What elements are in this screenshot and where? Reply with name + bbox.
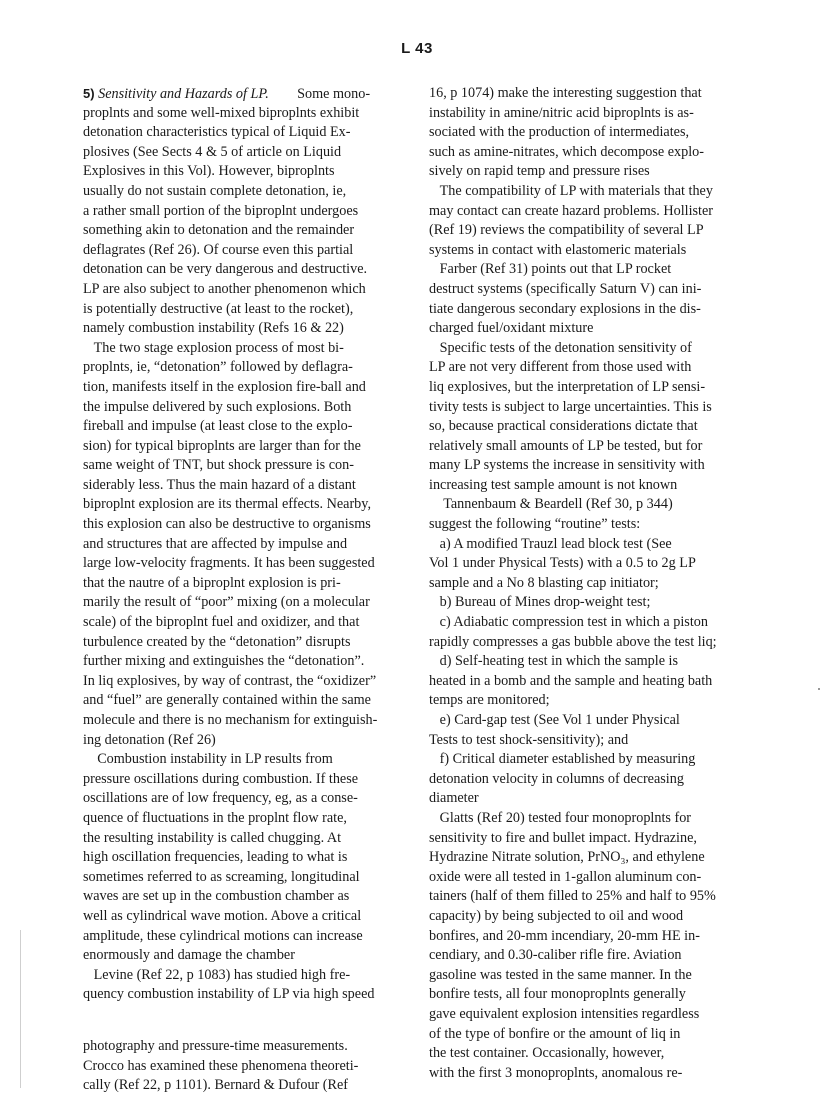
text-line: well as cylindrical wave motion. Above a critical <box>83 907 362 924</box>
text-line: bonfire tests, all four monoproplnts generally <box>429 986 686 1003</box>
text-line: and structures that are affected by impulse and <box>83 535 348 552</box>
text-line: high oscillation frequencies, leading to what is <box>83 849 348 866</box>
text-line: cally (Ref 22, p 1101). Bernard & Dufour (Ref <box>83 1077 349 1094</box>
text-line: molecule and there is no mechanism for extinguish- <box>83 712 378 728</box>
text-line: fireball and impulse (at least close to the explo- <box>83 418 353 435</box>
text-line: turbulence created by the “detonation” disrupts <box>83 633 351 650</box>
text-line: 16, p 1074) make the interesting suggestion that <box>429 85 702 101</box>
text-line: instability in amine/nitric acid biproplnts is as- <box>429 104 694 121</box>
text-line: tiate dangerous secondary explosions in the dis- <box>429 300 701 317</box>
text-line: ing detonation (Ref 26) <box>83 731 216 748</box>
text-line: a) A modified Trauzl lead block test (See <box>429 535 672 552</box>
text-line: detonation characteristics typical of Liquid Ex- <box>83 124 351 141</box>
text-line: plosives (See Sects 4 & 5 of article on Liquid <box>83 143 342 160</box>
text-line: Specific tests of the detonation sensitivity of <box>429 339 692 356</box>
text-line: destruct systems (specifically Saturn V) can ini- <box>429 280 702 297</box>
text-line: so, because practical considerations dictate that <box>429 418 698 435</box>
text-line: The compatibility of LP with materials that they <box>429 182 713 199</box>
text-line: proplnts, ie, “detonation” followed by deflagra- <box>83 359 353 376</box>
right-column <box>429 84 742 1083</box>
text-line: proplnts and some well-mixed biproplnts exhibit <box>83 104 360 121</box>
page-number-header: L 43 <box>401 40 433 57</box>
section-number: 5) <box>83 86 95 101</box>
text-line: waves are set up in the combustion chamber as <box>83 888 350 905</box>
section-heading-line <box>83 84 383 104</box>
text-line: sociated with the production of intermediates, <box>429 124 690 141</box>
text-line: biproplnt explosion are its thermal effects. Nearby, <box>83 496 371 513</box>
text-line: oscillations are of low frequency, eg, as a conse- <box>83 790 358 807</box>
text-line: pressure oscillations during combustion. If these <box>83 770 359 787</box>
text-line: d) Self-heating test in which the sample is <box>429 653 679 670</box>
text-line: Vol 1 under Physical Tests) with a 0.5 to 2g LP <box>429 555 696 572</box>
text-line: a rather small portion of the biproplnt undergoes <box>83 202 359 219</box>
text-line: with the first 3 monoproplnts, anomalous re- <box>429 1064 683 1081</box>
text-line: cendiary, and 0.30-caliber rifle fire. Aviation <box>429 947 682 964</box>
text-line: of the type of bonfire or the amount of liq in <box>429 1025 681 1042</box>
text-line: gave equivalent explosion intensities regardless <box>429 1005 700 1022</box>
text-line: the impulse delivered by such explosions. Both <box>83 398 352 415</box>
text-line: namely combustion instability (Refs 16 & 22) <box>83 320 344 337</box>
text-line: sively on rapid temp and pressure rises <box>429 163 650 180</box>
text-line: Explosives in this Vol). However, biproplnts <box>83 163 335 180</box>
text-line: (Ref 19) reviews the compatibility of several LP <box>429 222 704 239</box>
text-line: Farber (Ref 31) points out that LP rocket <box>429 261 672 278</box>
text-line: many LP systems the increase in sensitivity with <box>429 457 705 474</box>
text-line: tainers (half of them filled to 25% and half to 95% <box>429 888 716 905</box>
text-line: something akin to detonation and the remainder <box>83 222 355 239</box>
text-line: this explosion can also be destructive to organisms <box>83 516 371 533</box>
text-line: scale) of the biproplnt fuel and oxidizer, and that <box>83 614 360 631</box>
text-line: Combustion instability in LP results from <box>83 751 333 768</box>
text-line: enormously and damage the chamber <box>83 947 295 964</box>
left-column <box>83 84 383 1096</box>
text-line: large low-velocity fragments. It has been suggested <box>83 555 375 572</box>
text-line: diameter <box>429 790 479 807</box>
text-line: Tests to test shock-sensitivity); and <box>429 731 629 748</box>
text-line: tion, manifests itself in the explosion fire-ball and <box>83 378 366 395</box>
text-line: tivity tests is subject to large uncertainties. This is <box>429 398 712 415</box>
text-line: gasoline was tested in the same manner. In the <box>429 966 692 983</box>
text-line: that the nautre of a biproplnt explosion is pri- <box>83 574 341 591</box>
text-line: quency combustion instability of LP via high speed <box>83 986 375 1003</box>
text-line: c) Adiabatic compression test in which a piston <box>429 614 708 631</box>
text-line: LP are also subject to another phenomenon which <box>83 280 366 297</box>
text-line: usually do not sustain complete detonation, ie, <box>83 182 347 199</box>
text-line: e) Card-gap test (See Vol 1 under Physical <box>429 712 680 728</box>
text-line: further mixing and extinguishes the “detonation”. <box>83 653 365 670</box>
text-line: is potentially destructive (at least to the rocket), <box>83 300 354 317</box>
text-line: may contact can create hazard problems. Hollister <box>429 202 714 219</box>
text-line: Hydrazine Nitrate solution, PrNO₃, and ethylene <box>429 849 705 866</box>
text-line: sensitivity to fire and bullet impact. Hydrazine, <box>429 829 697 846</box>
text-line: siderably less. Thus the main hazard of a distant <box>83 476 356 493</box>
text-line: sample and a No 8 blasting cap initiator; <box>429 574 659 591</box>
text-line: marily the result of “poor” mixing (on a molecular <box>83 594 370 611</box>
text-line: Crocco has examined these phenomena theoreti- <box>83 1057 359 1074</box>
text-line: oxide were all tested in 1-gallon aluminum con- <box>429 868 702 885</box>
text-line: sion) for typical biproplnts are larger than for the <box>83 437 361 454</box>
text-line: Some mono- <box>268 86 371 102</box>
text-line: quence of fluctuations in the proplnt flow rate, <box>83 809 347 826</box>
text-line: such as amine-nitrates, which decompose explo- <box>429 143 704 160</box>
text-line: LP are not very different from those used with <box>429 359 692 376</box>
scan-mark <box>818 688 820 690</box>
text-line: In liq explosives, by way of contrast, the “oxidizer” <box>83 672 377 689</box>
column-gap <box>83 1005 383 1037</box>
text-line: rapidly compresses a gas bubble above the test liq; <box>429 633 717 650</box>
text-line: temps are monitored; <box>429 692 550 709</box>
text-line: heated in a bomb and the sample and heating bath <box>429 672 713 689</box>
text-line: sometimes referred to as screaming, longitudinal <box>83 868 360 885</box>
text-line: deflagrates (Ref 26). Of course even this partial <box>83 241 354 258</box>
text-line: Levine (Ref 22, p 1083) has studied high fre- <box>83 966 351 983</box>
text-line: suggest the following “routine” tests: <box>429 516 641 533</box>
text-line: increasing test sample amount is not known <box>429 476 678 493</box>
text-line: detonation velocity in columns of decreasing <box>429 770 684 787</box>
text-line: amplitude, these cylindrical motions can increase <box>83 927 363 944</box>
text-line: The two stage explosion process of most bi- <box>83 339 344 356</box>
text-line: systems in contact with elastomeric materials <box>429 241 687 258</box>
text-line: f) Critical diameter established by measuring <box>429 751 696 768</box>
section-title: Sensitivity and Hazards of LP. <box>98 86 269 102</box>
text-line: bonfires, and 20-mm incendiary, 20-mm HE in- <box>429 927 700 944</box>
text-line: relatively small amounts of LP be tested, but for <box>429 437 703 454</box>
text-line: liq explosives, but the interpretation of LP sensi- <box>429 378 706 395</box>
text-line: Tannenbaum & Beardell (Ref 30, p 344) <box>429 496 673 513</box>
text-line: detonation can be very dangerous and destructive. <box>83 261 368 278</box>
text-line: and “fuel” are generally contained within the same <box>83 692 371 709</box>
text-line: capacity) by being subjected to oil and wood <box>429 907 684 924</box>
text-line: Glatts (Ref 20) tested four monoproplnts for <box>429 809 692 826</box>
text-line: the test container. Occasionally, however, <box>429 1045 665 1062</box>
text-line: same weight of TNT, but shock pressure is con- <box>83 457 354 474</box>
text-line: photography and pressure-time measurements. <box>83 1037 348 1054</box>
margin-rule <box>20 930 21 1088</box>
text-line: the resulting instability is called chugging. At <box>83 829 342 846</box>
text-line: charged fuel/oxidant mixture <box>429 320 594 337</box>
text-line: b) Bureau of Mines drop-weight test; <box>429 594 651 611</box>
